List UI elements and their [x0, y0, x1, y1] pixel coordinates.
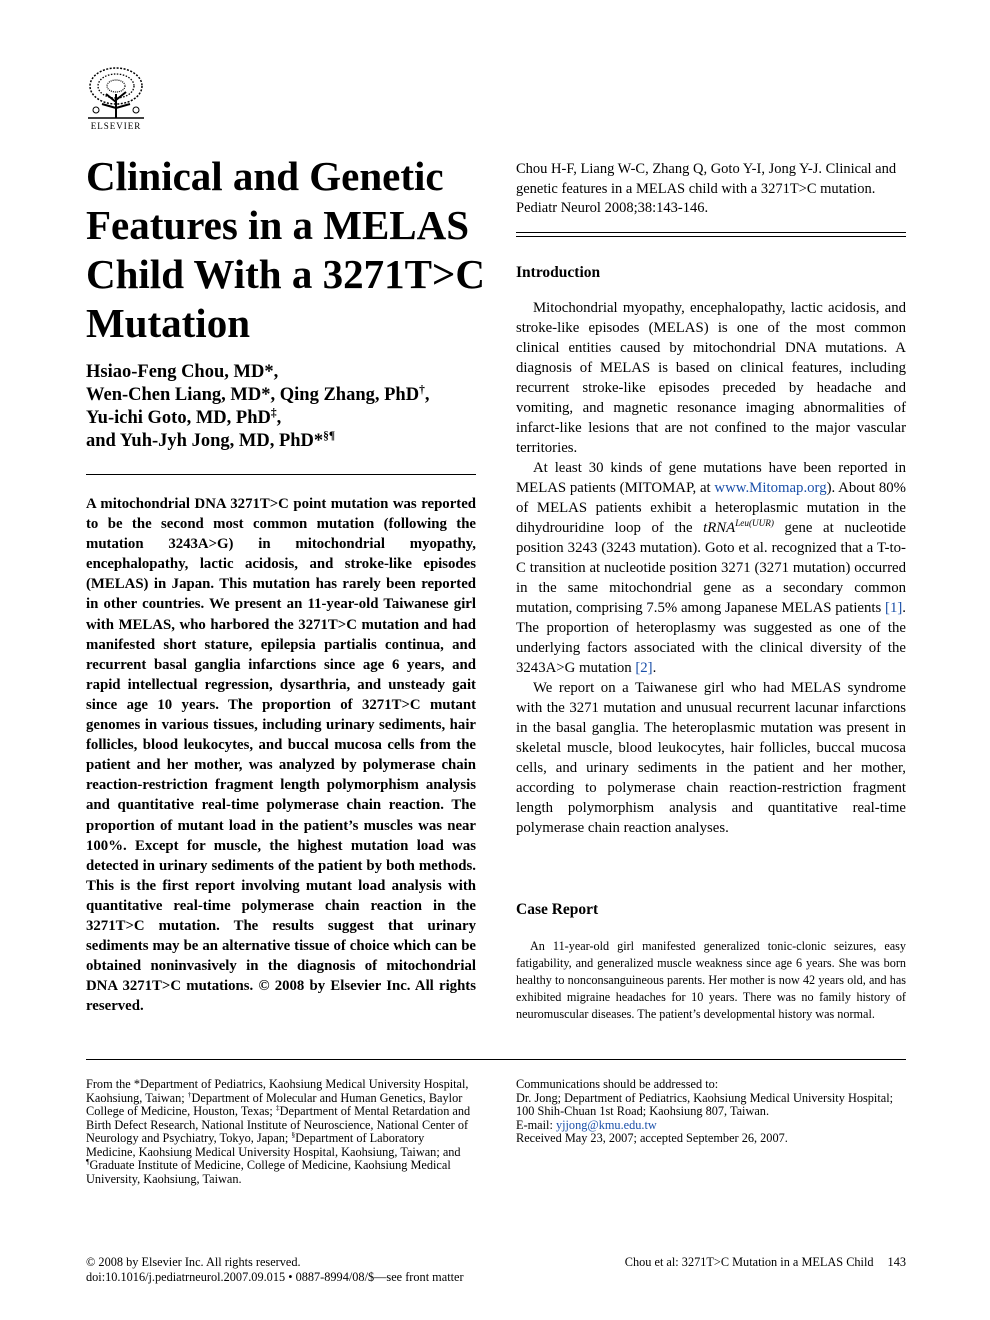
correspondence-email: [516, 1119, 906, 1133]
case-report-body: [516, 938, 906, 1023]
email-label: E-mail:: [516, 1117, 556, 1132]
received-dates: Received May 23, 2007; accepted September 26, 2007.: [516, 1131, 788, 1145]
gene-superscript: Leu(UUR): [735, 518, 774, 529]
correspondence-address: Dr. Jong; Department of Pediatrics, Kaohsiung Medical University Hospital; 100 Shih-Chuan 1st Road; Kaohsiung 807, Taiwan.: [516, 1090, 894, 1118]
elsevier-logo: [82, 64, 150, 131]
author-separator: ,: [424, 385, 430, 405]
introduction-heading: Introduction: [516, 264, 601, 281]
running-head: Chou et al: 3271T>C Mutation in a MELAS Child: [624, 1255, 874, 1269]
introduction-body: [516, 298, 906, 838]
affiliation-mark: §: [291, 1129, 296, 1139]
affiliations: [86, 1078, 476, 1186]
author-line: [86, 384, 486, 407]
mitomap-link[interactable]: www.Mitomap.org: [714, 480, 827, 496]
reference-link-2[interactable]: [2]: [635, 660, 653, 676]
page-number: 143: [887, 1255, 906, 1269]
affiliation-mark: †: [419, 383, 425, 396]
text-run: ). About 80% of MELAS patients exhibit a heteroplasmic mutation in the dihydrouridine loop of the: [516, 480, 907, 536]
text-run: gene at nucleotide position 3243 (3243 mutation). Goto et al. recognized that a T-to-C transition at nucleotide position 3271 (3271 mutation) occurred in the same mitochondrial gene as a secondary common mutation, comprising 7.5% among Japanese MELAS patients: [516, 520, 906, 616]
author-line: [86, 430, 486, 453]
correspondence: [516, 1078, 906, 1146]
abstract: A mitochondrial DNA 3271T>C point mutation was reported to be the second most common mutation (following the mutation 3243A>G) in mitochondrial myopathy, encephalopathy, lactic acidosis, and stroke-like episodes (MELAS) in Japan. This mutation has rarely been reported in other countries. We present an 11-year-old Taiwanese girl with MELAS, who harbored the 3271T>C mutation and had manifested short stature, epilepsia partialis continua, and recurrent basal ganglia infarctions since age 6 years, and rapid intellectual regression, dysarthria, and unsteady gait since age 10 years. The proportion of 3271T>C mutant genomes in various tissues, including urinary sediments, hair follicles, blood leukocytes, and buccal mucosa cells from the patient and her mother, was analyzed by polymerase chain reaction-restriction fragment length polymorphism analysis and quantitative real-time polymerase chain reaction. The proportion of mutant load in the patient’s muscles was near 100%. Except for muscle, the highest mutation load was detected in urinary sediments of the patient by both methods. This is the first report involving mutant load analysis with quantitative real-time polymerase chain reaction in the 3271T>C mutation. The results suggest that urinary sediments may be an alternative tissue of choice which can be obtained noninvasively in the diagnosis of mitochondrial DNA 3271T>C mutations. © 2008 by Elsevier Inc. All rights reserved.: [86, 496, 476, 1015]
text-run: Department of Mental Retardation and Birth Defect Research, National Institute of Neuroscience, National Center of Neurology and Psychiatry, Tokyo, Japan;: [86, 1104, 471, 1145]
footnote-divider: [86, 1059, 906, 1060]
email-link[interactable]: yjjong@kmu.edu.tw: [555, 1117, 657, 1132]
affiliation-mark: †: [187, 1089, 192, 1099]
paragraph: We report on a Taiwanese girl who had MELAS syndrome with the 3271 mutation and unusual recurrent lacunar infarctions in the basal ganglia. The heteroplasmic mutation was present in skeletal muscle, blood leukocytes, hair follicles, buccal mucosa cells, and urinary sediments in the patient and her mother, according to polymerase chain reaction-restriction fragment length polymorphism analysis and quantitative real-time polymerase chain reaction analyses.: [516, 680, 906, 836]
author-line: [86, 407, 486, 430]
reference-link-1[interactable]: [1]: [885, 600, 903, 616]
gene-name: tRNA: [703, 520, 736, 536]
affiliation-mark: ¶: [86, 1156, 90, 1166]
author-name: and Yuh-Jyh Jong, MD, PhD*: [86, 431, 324, 451]
affiliation-mark: §¶: [323, 429, 336, 442]
citation: Chou H-F, Liang W-C, Zhang Q, Goto Y-I, Jong Y-J. Clinical and genetic features in a MELAS child with a 3271T>C mutation. Pediatr Neurol 2008;38:143-146.: [516, 161, 897, 216]
abstract-divider: [86, 474, 476, 475]
author-name: Yu-ichi Goto, MD, PhD: [86, 408, 271, 428]
author-separator: ,: [276, 408, 282, 428]
paragraph: [516, 458, 906, 678]
footer-doi: doi:10.1016/j.pediatrneurol.2007.09.015 • 0887-8994/08/$—see front matter: [86, 1269, 464, 1284]
text-run: Department of Laboratory Medicine, Kaohsiung Medical University Hospital, Kaohsiung, Taiwan; and: [86, 1131, 461, 1159]
text-run: .: [652, 660, 657, 676]
text-run: . The proportion of heteroplasmy was suggested as one of the underlying factors associated with the clinical diversity of the 3243A>G mutation: [516, 600, 906, 676]
footer-copyright: © 2008 by Elsevier Inc. All rights reserved.: [86, 1255, 301, 1269]
paragraph: An 11-year-old girl manifested generalized tonic-clonic seizures, easy fatigability, and generalized muscle weakness since age 6 years. She was born healthy to nonconsanguineous parents. Her mother is now 42 years old, and has exhibited migraine headaches for 10 years. There was no family history of neuromuscular diseases. The patient’s developmental history was normal.: [516, 939, 906, 1021]
author-list: [86, 361, 486, 453]
text-run: From the *Department of Pediatrics, Kaohsiung Medical University Hospital, Kaohsiung, Taiwan;: [86, 1077, 469, 1105]
article-title: Clinical and Genetic Features in a MELAS Child With a 3271T>C Mutation: [86, 153, 485, 346]
author-name: Hsiao-Feng Chou, MD*,: [86, 362, 279, 382]
correspondence-intro: Communications should be addressed to:: [516, 1077, 719, 1091]
case-report-heading: Case Report: [516, 901, 599, 918]
author-name: Wen-Chen Liang, MD*, Qing Zhang, PhD: [86, 385, 420, 405]
text-run: Graduate Institute of Medicine, College of Medicine, Kaohsiung Medical University, Kaohsiung, Taiwan.: [86, 1158, 451, 1186]
publisher-name: ELSEVIER: [90, 121, 142, 131]
text-run: Department of Molecular and Human Genetics, Baylor College of Medicine, Houston, Texas;: [86, 1090, 463, 1118]
affiliation-mark: ‡: [275, 1102, 280, 1112]
footer-left: [86, 1255, 464, 1284]
elsevier-tree-icon: [82, 64, 150, 120]
affiliation-text: [86, 1078, 476, 1186]
footer-right: [625, 1255, 906, 1270]
paragraph: Mitochondrial myopathy, encephalopathy, lactic acidosis, and stroke-like episodes (MELAS) is one of the most common clinical entities caused by mitochondrial DNA mutations. A diagnosis of MELAS is based on clinical features, including recurrent stroke-like episodes preceded by headache and vomiting, and magnetic resonance imaging abnormalities of infarct-like lesions that are not confined to the major vascular territories.: [516, 300, 906, 456]
text-run: At least 30 kinds of gene mutations have been reported in MELAS patients (MITOMAP, at: [516, 460, 906, 496]
citation-divider: [516, 232, 906, 237]
author-line: [86, 361, 486, 384]
affiliation-mark: ‡: [270, 406, 277, 419]
